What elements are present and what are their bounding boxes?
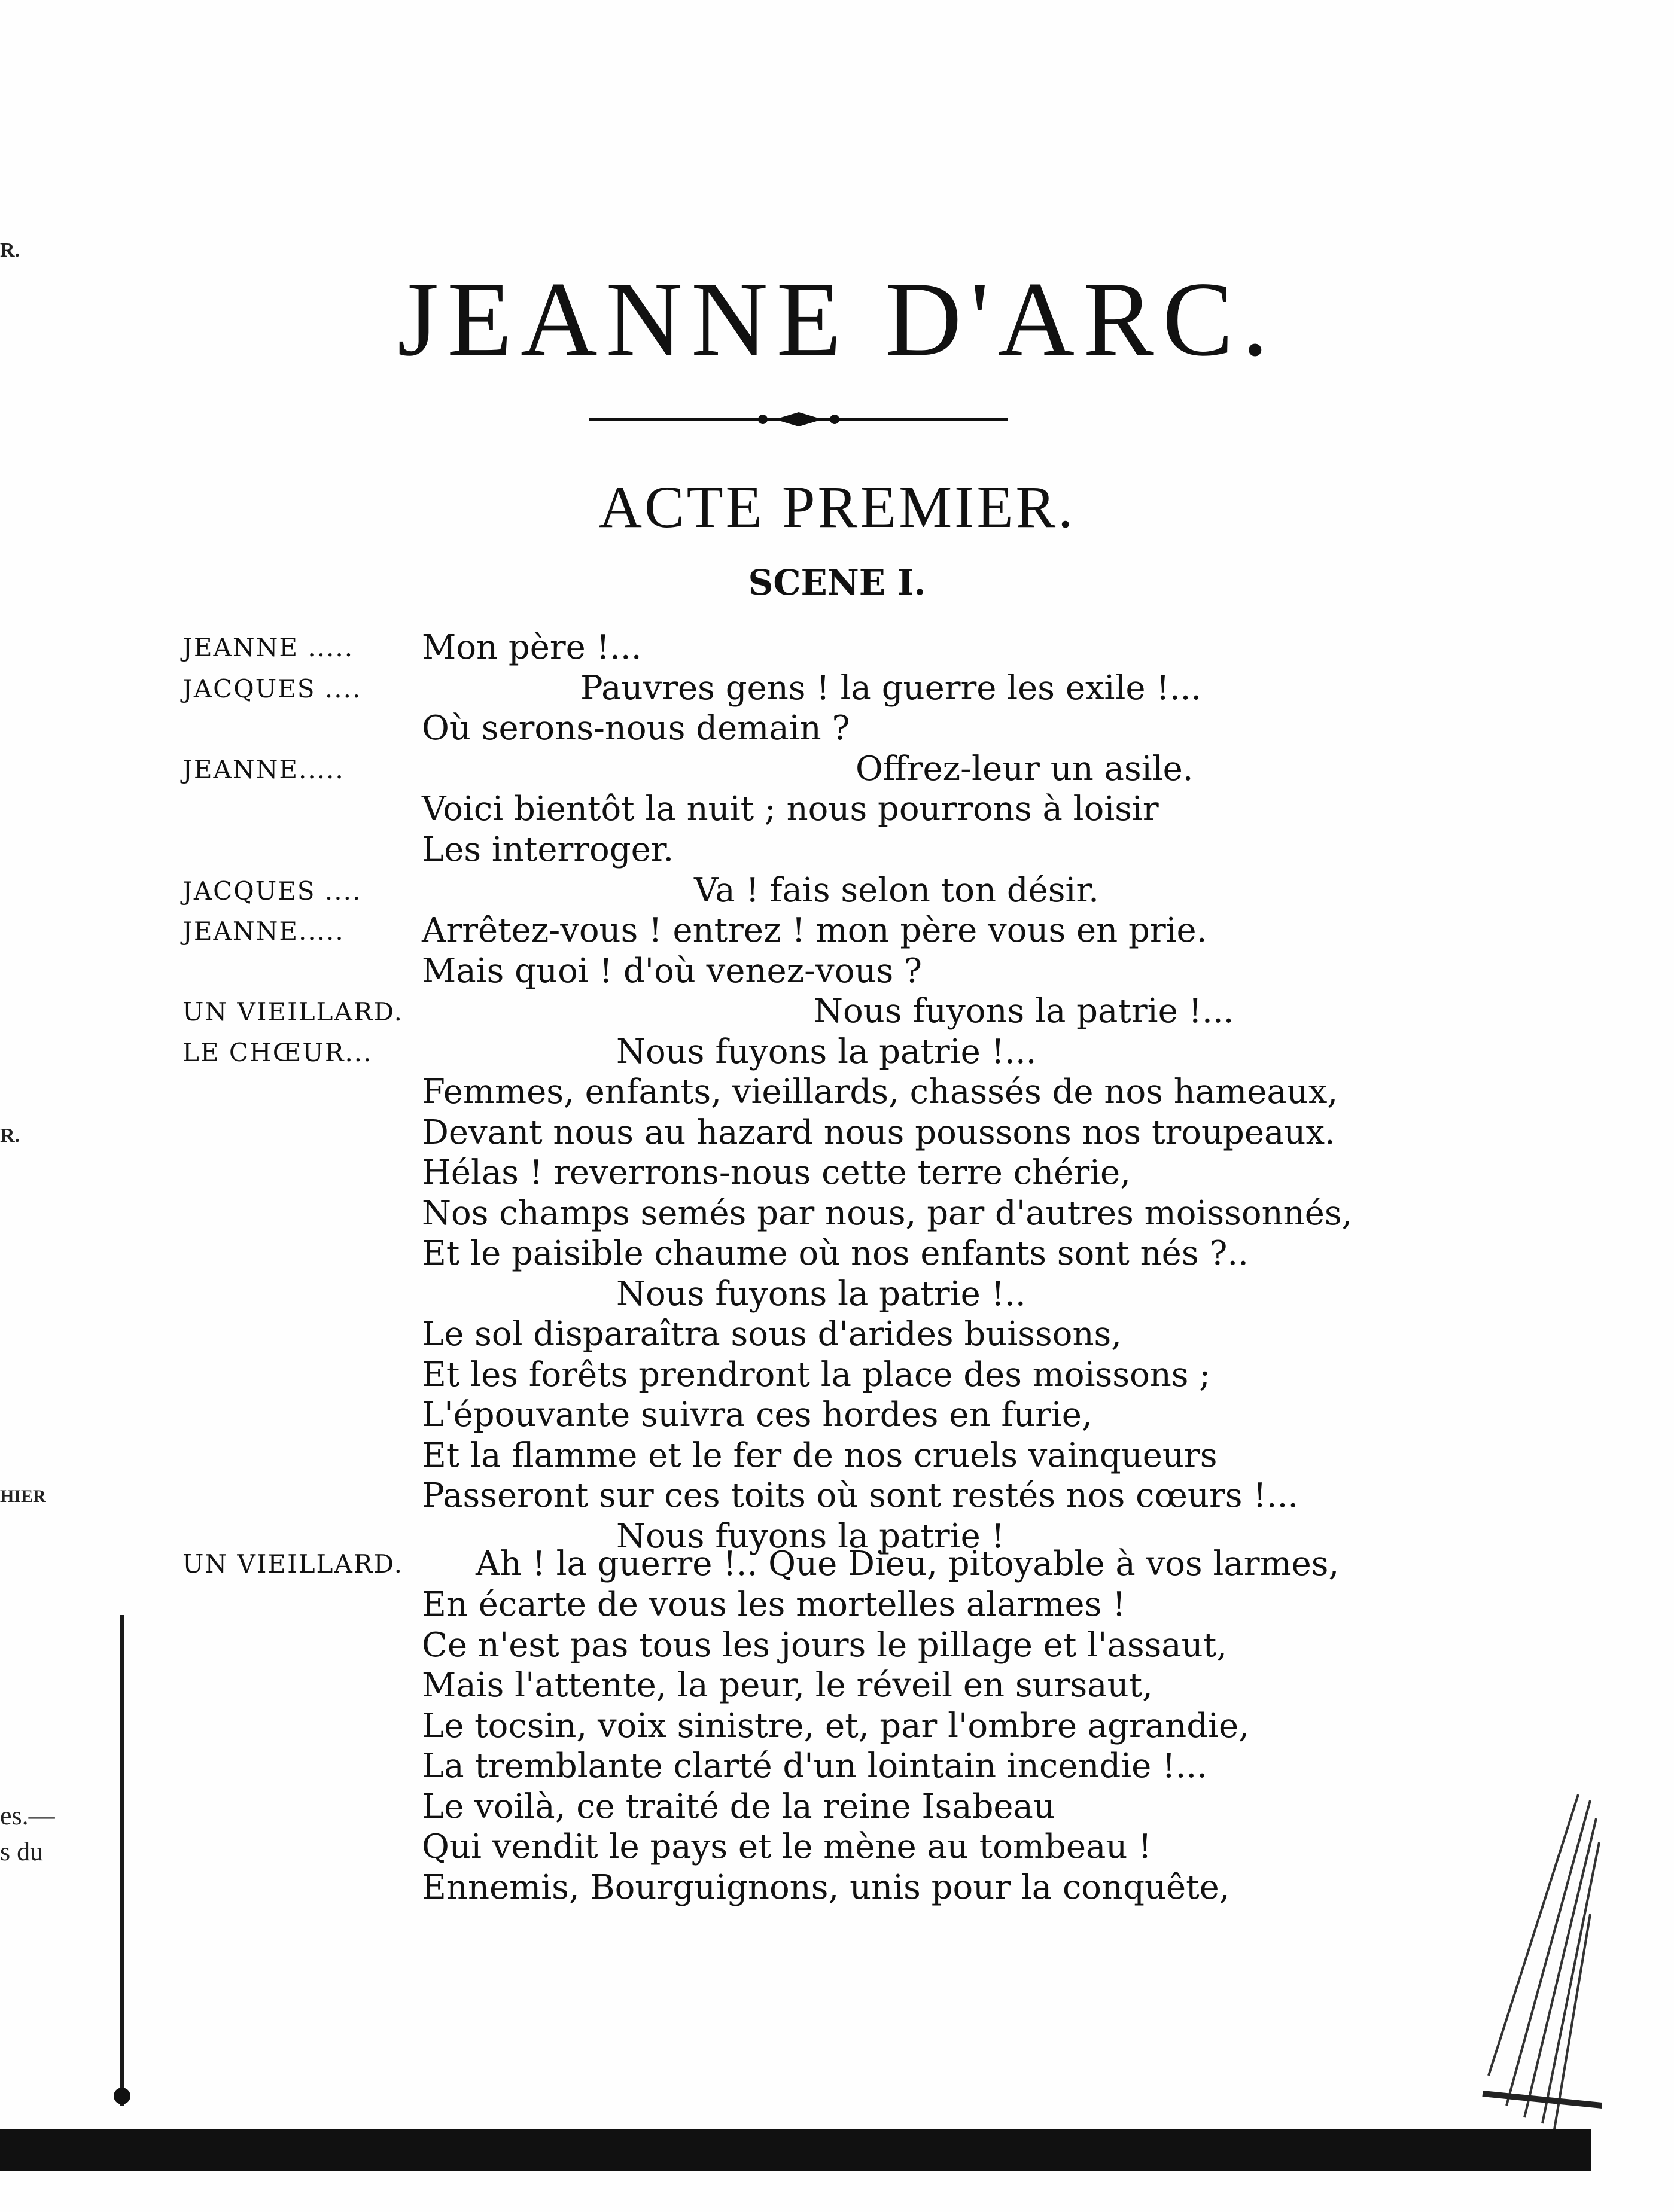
act-heading: ACTE PREMIER. bbox=[598, 474, 1076, 540]
speaker-label: UN VIEILLARD. bbox=[182, 1549, 403, 1579]
verse-line: Nous fuyons la patrie ! bbox=[616, 1517, 1005, 1556]
verse-line: Nous fuyons la patrie !.. bbox=[616, 1275, 1026, 1314]
verse-line: Femmes, enfants, vieillards, chassés de nos hameaux, bbox=[422, 1073, 1338, 1111]
verse-line: Ah ! la guerre !.. Que Dieu, pitoyable à vos larmes, bbox=[476, 1544, 1340, 1583]
margin-fragment: es.— bbox=[0, 1801, 55, 1830]
verse-line: Arrêtez-vous ! entrez ! mon père vous en prie. bbox=[422, 911, 1207, 950]
speaker-label: JEANNE..... bbox=[182, 755, 345, 784]
verse-line: Les interroger. bbox=[422, 830, 674, 869]
verse-line: Hélas ! reverrons-nous cette terre chérie, bbox=[422, 1153, 1131, 1192]
margin-fragment: s du bbox=[0, 1837, 44, 1866]
verse-line: Ennemis, Bourguignons, unis pour la conquête, bbox=[422, 1868, 1230, 1907]
torn-corner-artifact bbox=[1471, 1794, 1602, 2129]
margin-fragment: HIER bbox=[0, 1486, 46, 1506]
verse-line: Nos champs semés par nous, par d'autres moissonnés, bbox=[422, 1194, 1353, 1233]
verse-line: Mais l'attente, la peur, le réveil en sursaut, bbox=[422, 1666, 1153, 1705]
verse-line: Mais quoi ! d'où venez-vous ? bbox=[422, 952, 923, 991]
scan-bottom-edge bbox=[0, 2129, 1591, 2171]
speaker-label: LE CHŒUR... bbox=[182, 1038, 373, 1067]
verse-line: Devant nous au hazard nous poussons nos troupeaux. bbox=[422, 1113, 1335, 1152]
scene-heading: SCENE I. bbox=[748, 562, 926, 603]
binding-edge-line bbox=[120, 1615, 124, 2106]
verse-line: Le tocsin, voix sinistre, et, par l'ombre agrandie, bbox=[422, 1707, 1249, 1745]
verse-line: Où serons-nous demain ? bbox=[422, 709, 850, 748]
margin-fragment: R. bbox=[0, 1125, 20, 1147]
verse-line: En écarte de vous les mortelles alarmes ! bbox=[422, 1585, 1126, 1624]
verse-line: Ce n'est pas tous les jours le pillage et l'assaut, bbox=[422, 1626, 1228, 1665]
verse-line: Nous fuyons la patrie !... bbox=[616, 1032, 1037, 1071]
verse-line: Offrez-leur un asile. bbox=[856, 749, 1194, 788]
margin-fragment: R. bbox=[0, 239, 20, 261]
speaker-label: JEANNE ..... bbox=[182, 633, 354, 662]
speaker-label: JACQUES .... bbox=[182, 876, 362, 906]
verse-line: Pauvres gens ! la guerre les exile !... bbox=[580, 669, 1202, 708]
verse-line: Et le paisible chaume où nos enfants sont nés ?.. bbox=[422, 1234, 1249, 1273]
speaker-label: JEANNE..... bbox=[182, 916, 345, 946]
verse-line: Passeront sur ces toits où sont restés nos cœurs !... bbox=[422, 1476, 1299, 1515]
verse-line: L'épouvante suivra ces hordes en furie, bbox=[422, 1396, 1092, 1434]
verse-line: Mon père !... bbox=[422, 628, 642, 667]
speaker-label: UN VIEILLARD. bbox=[182, 997, 403, 1026]
verse-line: Va ! fais selon ton désir. bbox=[694, 871, 1099, 910]
verse-line: Et les forêts prendront la place des moissons ; bbox=[422, 1355, 1211, 1394]
verse-line: Le voilà, ce traité de la reine Isabeau bbox=[422, 1787, 1055, 1826]
binding-edge-mark bbox=[114, 2088, 130, 2104]
verse-line: La tremblante clarté d'un lointain incendie !... bbox=[422, 1747, 1208, 1786]
verse-line: Qui vendit le pays et le mène au tombeau ! bbox=[422, 1827, 1152, 1866]
play-title: JEANNE D'ARC. bbox=[397, 260, 1277, 378]
verse-line: Voici bientôt la nuit ; nous pourrons à loisir bbox=[422, 790, 1159, 828]
verse-line: Et la flamme et le fer de nos cruels vainqueurs bbox=[422, 1436, 1218, 1475]
verse-line: Nous fuyons la patrie !... bbox=[814, 992, 1234, 1031]
verse-line: Le sol disparaîtra sous d'arides buissons, bbox=[422, 1315, 1122, 1354]
speaker-label: JACQUES .... bbox=[182, 674, 362, 703]
title-ornament-divider bbox=[589, 410, 1008, 428]
